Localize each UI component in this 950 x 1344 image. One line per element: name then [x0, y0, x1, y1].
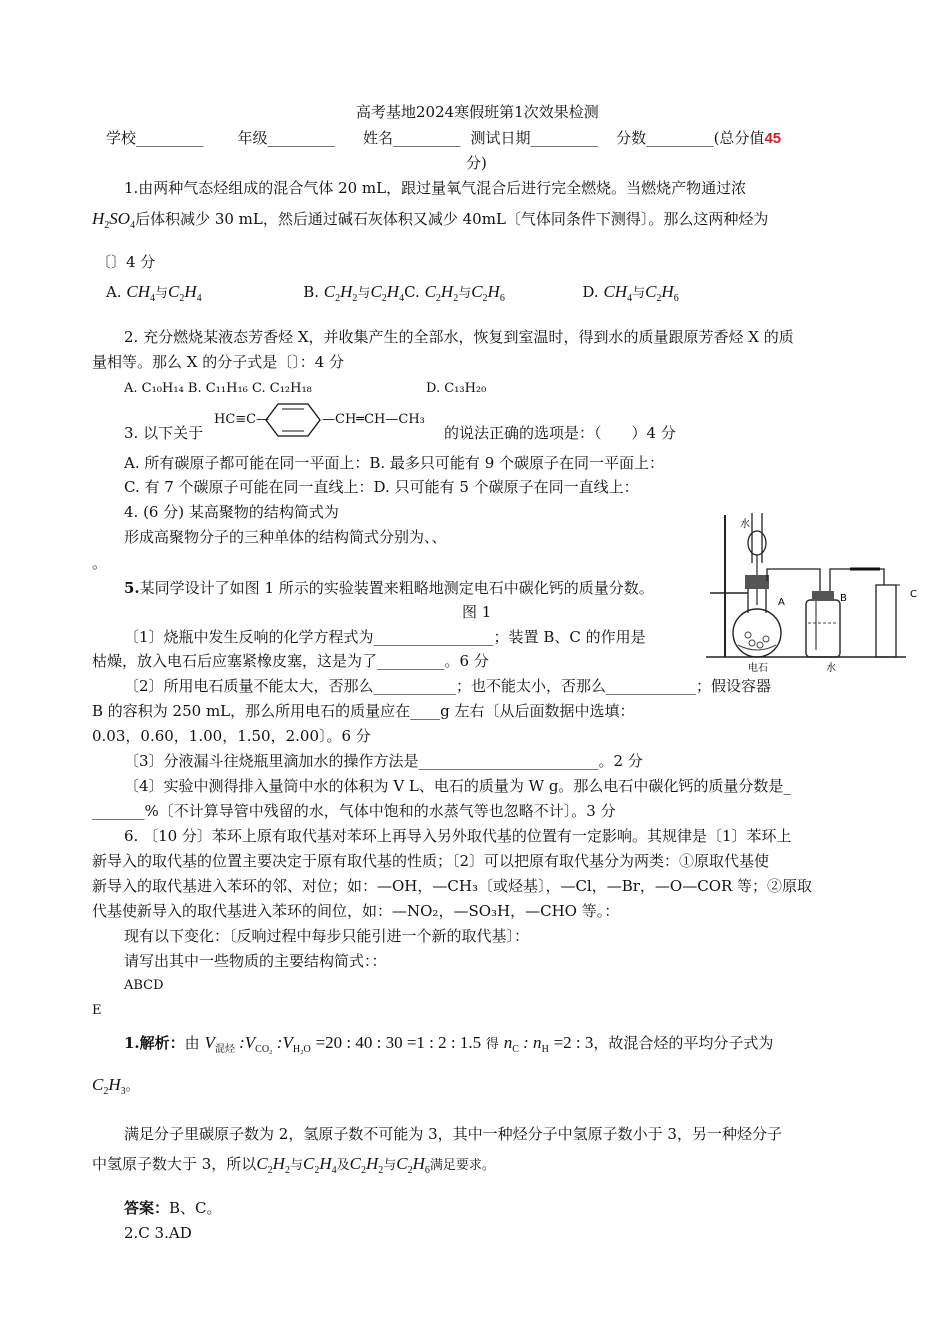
q5-p4a: 〔4〕实验中测得排入量筒中水的体积为 V L、电石的质量为 W g。那么电石中碳化钙的质量分数是_	[124, 777, 791, 795]
q3-opts-cd: C. 有 7 个碳原子可能在同一直线上：D. 只可能有 5 个碳原子在同一直线上：	[124, 478, 639, 496]
with-d: 与	[632, 286, 646, 301]
q6-l4: 代基使新导入的取代基进入苯环的间位，如：—NO₂，—SO₃H，—CHO 等。：	[92, 902, 620, 920]
answer-by: 由	[184, 1034, 200, 1052]
q5-intro	[124, 578, 654, 598]
school-field: 学校_________	[106, 129, 204, 147]
c2h3-formula: $C_2H_3$	[92, 1075, 126, 1097]
answer-get: 得	[485, 1037, 499, 1052]
q2-line2: 量相等。那么 X 的分子式是〔〕：4 分	[92, 353, 345, 371]
with-b: 与	[357, 286, 371, 301]
c2h6-formula: $C_2H_6$	[471, 282, 505, 304]
answer-tail: ，故混合烃的平均分子式为	[593, 1034, 774, 1052]
ans-with-1: 与	[289, 1158, 303, 1173]
q2-line1: 2. 充分燃烧某液态芳香烃 X，并收集产生的全部水，恢复到室温时，得到水的质量跟原芳香烃 X 的质	[124, 328, 794, 346]
c2h4-ans: $C_2H_4$	[302, 1154, 337, 1176]
ch4-formula-d: $CH_4$	[603, 282, 633, 304]
label-a: A	[778, 597, 785, 608]
q6-l1: 6. 〔10 分〕苯环上原有取代基对苯环上再导入另外取代基的位置有一定影响。其规律是〔1〕苯环上	[124, 827, 792, 845]
page-title: 高考基地2024寒假班第1次效果检测	[356, 103, 599, 121]
answer-avg-end: 。	[125, 1079, 139, 1094]
with-c: 与	[458, 286, 472, 301]
q4-line3: 。	[92, 554, 108, 572]
ans-satisfy: 满足要求。	[429, 1158, 495, 1173]
q1-opt-d-label: D.	[582, 283, 599, 301]
answer-final-value: B、C。	[169, 1199, 222, 1217]
q6-l3: 新导入的取代基进入苯环的邻、对位；如：—OH，—CH₃〔或烃基〕，—Cl，—Br，—O—COR 等；②原取	[92, 877, 813, 895]
answer-p2b-text: 中氢原子数大于 3，所以	[92, 1155, 257, 1173]
date-field: 测试日期_________	[470, 129, 599, 147]
q3-suffix: 的说法正确的选项是：（ ）4 分	[444, 424, 676, 442]
q5-p2a: 〔2〕所用电石质量不能太大，否那么___________；也不能太小，否那么____________；假设容器	[124, 677, 772, 695]
answer-label: 1.解析：	[124, 1034, 185, 1052]
label-c: C	[910, 589, 917, 600]
q5-p3: 〔3〕分液漏斗往烧瓶里滴加水的操作方法是________________________。2 分	[124, 752, 643, 770]
answer-avg	[92, 1075, 139, 1102]
label-carbide: 电石	[748, 663, 768, 674]
c2h2-ans: $C_2H_2$	[256, 1154, 290, 1176]
q2-opt-d: D. C₁₃H₂₀	[426, 381, 487, 396]
q4-line2: 形成高聚物分子的三种单体的结构简式分别为、、	[124, 528, 447, 546]
q6-l6: 请写出其中一些物质的主要结构简式：：	[124, 952, 387, 970]
q1-line3: 〔〕4 分	[96, 253, 156, 271]
q5-p2b: B 的容积为 250 mL，那么所用电石的质量应在____g 左右〔从后面数据中选填：	[92, 702, 635, 720]
q5-p2c: 0.03，0.60，1.00，1.50，2.00〕。6 分	[92, 727, 371, 745]
grade-field: 年级_________	[237, 129, 336, 147]
answer-nratio: =2 : 3	[553, 1033, 594, 1052]
c2h4-formula: $C_2H_4$	[168, 282, 202, 304]
label-water-b: 水	[826, 663, 836, 674]
c2h2-formula: $C_2H_2$	[323, 282, 358, 304]
answer-p2b	[92, 1154, 495, 1181]
label-water: 水	[740, 519, 750, 530]
q1-line2-text: 后体积减少 30 mL，然后通过碱石灰体积又减少 40mL〔气体同条件下测得〕。那么这两种烃为	[135, 210, 769, 228]
q6-l8: E	[92, 1003, 102, 1018]
q4-line1: 4. (6 分) 某高聚物的结构简式为	[124, 503, 339, 521]
c2h6-ans: $C_2H_6$	[396, 1154, 430, 1176]
total-prefix: (总分值	[713, 129, 765, 147]
label-b: B	[840, 593, 847, 604]
ans-and: 及	[336, 1158, 350, 1173]
q3-structure-right: —CH═CH—CH₃	[322, 412, 425, 427]
q6-l7: ABCD	[124, 978, 164, 993]
answer-last: 2.C 3.AD	[124, 1224, 192, 1242]
h2so4-formula: $H_2SO_4$	[92, 209, 136, 231]
answer-final-label: 答案：	[124, 1199, 170, 1217]
name-field: 姓名_________	[363, 129, 461, 147]
q2-opts-abc: A. C₁₀H₁₄ B. C₁₁H₁₆ C. C₁₂H₁₈	[124, 381, 312, 396]
mixed-sub: 混烃	[214, 1044, 235, 1055]
q2-options	[124, 379, 312, 399]
q1-opt-c-label: C.	[404, 283, 420, 301]
ch4-formula: $CH_4$	[126, 282, 156, 304]
q1-options	[106, 282, 679, 309]
answer-ratio: =20 : 40 : 30 =1 : 2 : 1.5	[315, 1033, 482, 1052]
answer-line1	[124, 1033, 773, 1060]
q5-number: 5.	[124, 579, 140, 597]
q1-line1: 1.由两种气态烃组成的混合气体 20 mL，跟过量氧气混合后进行完全燃烧。当燃烧产物通过浓	[124, 179, 747, 197]
ans-with-2: 与	[383, 1158, 397, 1173]
answer-p2a: 满足分子里碳原子数为 2，氢原子数不可能为 3，其中一种烃分子中氢原子数小于 3，另一种烃分子	[124, 1125, 782, 1143]
q3-prefix: 3. 以下关于	[124, 424, 204, 442]
q3-structure-left: HC≡C—	[214, 412, 270, 427]
q5-p4b: _______%〔不计算导管中残留的水，气体中饱和的水蒸气等也忽略不计〕。3 分	[92, 802, 616, 820]
c2h2-ans-2: $C_2H_2$	[349, 1154, 384, 1176]
c2h4-formula-b: $C_2H_4$	[370, 282, 405, 304]
q1-line2	[92, 209, 768, 236]
c2h6-formula-d: $C_2H_6$	[645, 282, 679, 304]
q6-l5: 现有以下变化：〔反响过程中每步只能引进一个新的取代基〕：	[124, 927, 530, 945]
n-ratio-formula: $n_C$ : $n_H$	[503, 1033, 549, 1055]
c2h2-formula-c: $C_2H_2$	[424, 282, 459, 304]
q6-l2: 新导入的取代基的位置主要决定于原有取代基的性质；〔2〕可以把原有取代基分为两类：①原取代基使	[92, 852, 770, 870]
total-suffix: 分)	[466, 154, 487, 172]
q5-p1a: 〔1〕烧瓶中发生反响的化学方程式为________________；装置 B、C 的作用是	[124, 628, 646, 646]
score-field: 分数_________	[616, 129, 714, 147]
header-line	[106, 128, 781, 149]
with-a: 与	[155, 286, 169, 301]
q5-p1b: 枯燥，放入电石后应塞紧橡皮塞，这是为了_________。6 分	[92, 652, 489, 670]
benzene-ring-icon	[262, 400, 324, 440]
q1-opt-b-label: B.	[303, 283, 320, 301]
answer-final	[124, 1198, 222, 1218]
figure-caption: 图 1	[462, 603, 492, 621]
total-value: 45	[764, 130, 782, 147]
q3-opts-ab: A. 所有碳原子都可能在同一平面上：B. 最多只可能有 9 个碳原子在同一平面上：	[124, 454, 665, 472]
q5-intro-text: 某同学设计了如图 1 所示的实验装置来粗略地测定电石中碳化钙的质量分数。	[139, 579, 654, 597]
q1-opt-a-label: A.	[106, 283, 122, 301]
apparatus-figure	[700, 505, 928, 675]
v-ratio-formula: $V_{混烃}$ $:V_{CO_2}$ $:V_{H_2O}$	[204, 1033, 311, 1055]
